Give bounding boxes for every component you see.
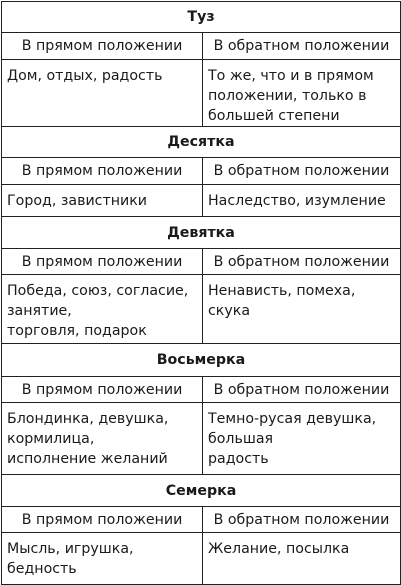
meaning-line: Мысль, игрушка, — [7, 541, 134, 557]
upright-header: В прямом положении — [2, 33, 203, 60]
orientation-header-row — [2, 158, 401, 185]
reversed-header: В обратном положении — [203, 33, 401, 60]
upright-meaning — [2, 275, 203, 344]
upright-meaning — [2, 185, 203, 217]
meaning-line: Победа, союз, согласие, — [7, 283, 189, 299]
meaning-line: бедность — [7, 561, 77, 577]
upright-meaning — [2, 60, 203, 127]
card-title: Восьмерка — [2, 344, 401, 377]
meaning-line: большей степени — [208, 108, 340, 124]
orientation-header-row — [2, 33, 401, 60]
meaning-line: Желание, посылка — [208, 541, 350, 557]
card-title: Туз — [2, 2, 401, 33]
upright-header: В прямом положении — [2, 249, 203, 275]
card-title-row — [2, 475, 401, 507]
meaning-line: Ненависть, помеха, скука — [208, 283, 356, 319]
meaning-line: Блондинка, девушка, — [7, 411, 169, 427]
upright-header: В прямом положении — [2, 377, 203, 403]
card-title: Девятка — [2, 217, 401, 249]
meaning-line: положении, только в — [208, 88, 367, 104]
card-title-row — [2, 2, 401, 33]
meaning-line: Город, завистники — [7, 193, 148, 209]
reversed-header: В обратном положении — [203, 249, 401, 275]
meaning-line: Дом, отдых, радость — [7, 68, 163, 84]
reversed-meaning — [203, 275, 401, 344]
meaning-line: торговля, подарок — [7, 323, 147, 339]
card-meaning-row — [2, 533, 401, 585]
upright-header: В прямом положении — [2, 507, 203, 533]
upright-header: В прямом положении — [2, 158, 203, 185]
reversed-header: В обратном положении — [203, 158, 401, 185]
card-title: Десятка — [2, 127, 401, 158]
card-title-row — [2, 127, 401, 158]
orientation-header-row — [2, 249, 401, 275]
meaning-line: большая — [208, 431, 274, 447]
upright-meaning — [2, 533, 203, 585]
reversed-meaning — [203, 60, 401, 127]
card-title-row — [2, 344, 401, 377]
card-meanings-body — [2, 2, 401, 585]
reversed-meaning — [203, 185, 401, 217]
reversed-meaning — [203, 403, 401, 475]
meaning-line: Наследство, изумление — [208, 193, 386, 209]
orientation-header-row — [2, 507, 401, 533]
card-title: Семерка — [2, 475, 401, 507]
card-title-row — [2, 217, 401, 249]
meaning-line: Темно-русая девушка, — [208, 411, 377, 427]
meaning-line: исполнение желаний — [7, 451, 168, 467]
orientation-header-row — [2, 377, 401, 403]
card-meaning-row — [2, 275, 401, 344]
card-meaning-row — [2, 403, 401, 475]
card-meaning-row — [2, 185, 401, 217]
reversed-meaning — [203, 533, 401, 585]
card-meaning-row — [2, 60, 401, 127]
reversed-header: В обратном положении — [203, 507, 401, 533]
meaning-line: радость — [208, 451, 269, 467]
upright-meaning — [2, 403, 203, 475]
meaning-line: занятие, — [7, 303, 72, 319]
meaning-line: То же, что и в прямом — [208, 68, 374, 84]
card-meanings-table — [1, 1, 401, 585]
meaning-line: кормилица, — [7, 431, 95, 447]
reversed-header: В обратном положении — [203, 377, 401, 403]
